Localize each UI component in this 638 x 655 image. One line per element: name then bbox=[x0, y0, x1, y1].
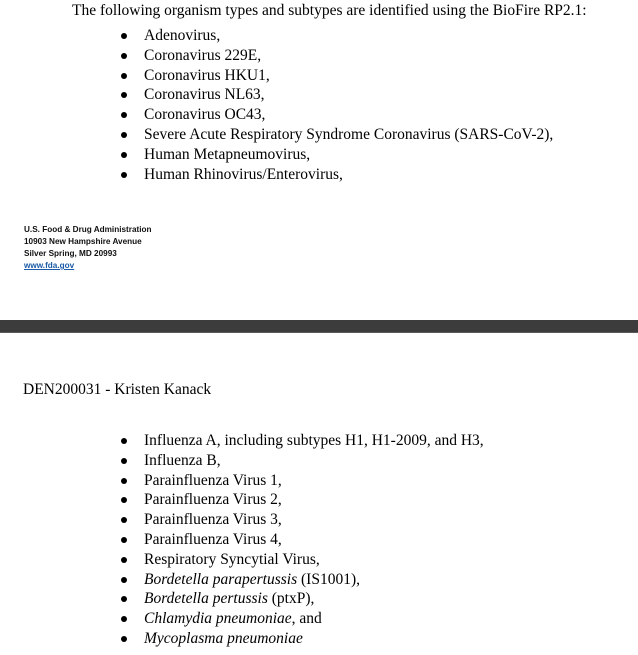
bullet-icon bbox=[121, 577, 127, 583]
organism-list-page-2 bbox=[121, 431, 484, 649]
bullet-icon bbox=[121, 73, 127, 79]
list-item: Coronavirus 229E, bbox=[121, 46, 553, 66]
list-item: Human Metapneumovirus, bbox=[121, 145, 553, 165]
bullet-icon bbox=[121, 152, 127, 158]
bullet-icon bbox=[121, 636, 127, 642]
organism-list-page-1 bbox=[121, 26, 553, 184]
bullet-icon bbox=[121, 497, 127, 503]
bullet-icon bbox=[121, 478, 127, 484]
list-item: Coronavirus NL63, bbox=[121, 85, 553, 105]
list-item: Adenovirus, bbox=[121, 26, 553, 46]
list-item: Parainfluenza Virus 2, bbox=[121, 490, 484, 510]
list-item: Respiratory Syncytial Virus, bbox=[121, 550, 484, 570]
bullet-icon bbox=[121, 112, 127, 118]
bullet-icon bbox=[121, 537, 127, 543]
list-item: Bordetella pertussis (ptxP), bbox=[121, 589, 484, 609]
intro-paragraph: The following organism types and subtypes are identified using the BioFire RP2.1: bbox=[72, 2, 587, 19]
list-item: Parainfluenza Virus 1, bbox=[121, 471, 484, 491]
list-item: Coronavirus HKU1, bbox=[121, 66, 553, 86]
bullet-icon bbox=[121, 616, 127, 622]
list-item: Parainfluenza Virus 3, bbox=[121, 510, 484, 530]
bullet-icon bbox=[121, 92, 127, 98]
page-header: DEN200031 - Kristen Kanack bbox=[23, 381, 212, 398]
bullet-icon bbox=[121, 596, 127, 602]
bullet-icon bbox=[121, 458, 127, 464]
document-page-2 bbox=[0, 333, 638, 655]
list-item: Parainfluenza Virus 4, bbox=[121, 530, 484, 550]
bullet-icon bbox=[121, 438, 127, 444]
list-item: Influenza B, bbox=[121, 451, 484, 471]
bullet-icon bbox=[121, 33, 127, 39]
list-item: Influenza A, including subtypes H1, H1-2009, and H3, bbox=[121, 431, 484, 451]
footer-line: 10903 New Hampshire Avenue bbox=[24, 237, 142, 246]
list-item: Mycoplasma pneumoniae bbox=[121, 629, 484, 649]
bullet-icon bbox=[121, 557, 127, 563]
bullet-icon bbox=[121, 53, 127, 59]
bullet-icon bbox=[121, 132, 127, 138]
fda-address-footer bbox=[24, 224, 152, 272]
bullet-icon bbox=[121, 172, 127, 178]
bullet-icon bbox=[121, 517, 127, 523]
document-page-1 bbox=[0, 0, 638, 322]
list-item: Bordetella parapertussis (IS1001), bbox=[121, 570, 484, 590]
footer-line: U.S. Food & Drug Administration bbox=[24, 225, 152, 234]
list-item: Severe Acute Respiratory Syndrome Coronavirus (SARS-CoV-2), bbox=[121, 125, 553, 145]
list-item: Chlamydia pneumoniae, and bbox=[121, 609, 484, 629]
list-item: Human Rhinovirus/Enterovirus, bbox=[121, 165, 553, 185]
footer-line: Silver Spring, MD 20993 bbox=[24, 249, 117, 258]
list-item: Coronavirus OC43, bbox=[121, 105, 553, 125]
fda-website-link[interactable]: www.fda.gov bbox=[24, 261, 75, 270]
page-separator bbox=[0, 320, 638, 334]
